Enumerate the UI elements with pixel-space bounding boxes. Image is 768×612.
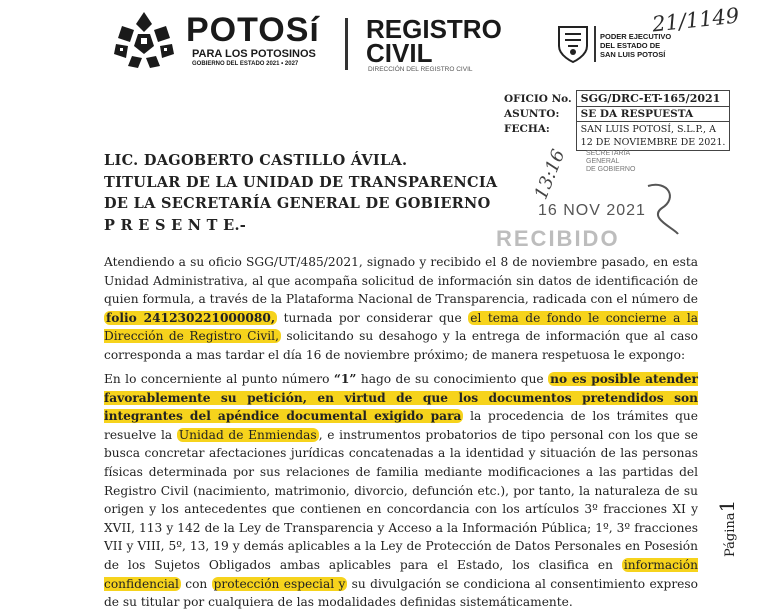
stamp-department (586, 150, 635, 174)
stamp-handwritten-time: 13:16 (530, 146, 570, 203)
body-paragraph-2 (104, 370, 698, 612)
fecha-line-2: 12 DE NOVIEMBRE DE 2021. (580, 137, 726, 148)
addressee-name: LIC. DAGOBERTO CASTILLO ÁVILA. (104, 152, 408, 169)
stamp-line-secretaria: SECRETARÍA (586, 150, 631, 157)
potosi-emblem-icon (108, 10, 180, 70)
page-number-label (712, 470, 742, 570)
p1-text-2: turnada por considerar que (277, 310, 469, 325)
page-word: Página (723, 512, 738, 557)
p1-highlight-folio: folio 241230221000080, (106, 310, 276, 325)
potosi-subtitle: PARA LOS POTOSINOS (192, 48, 316, 60)
poder-line-2: DEL ESTADO DE (600, 41, 661, 50)
p1-text-1: Atendiendo a su oficio SGG/UT/485/2021, signado y recibido el 8 de noviembre pasado, en esta Unidad Administrativa, al que acompaña solicitud de información sin datos de identificación de quien formula, a través de la Plataforma Nacional de Transparencia, radicada con el número de (104, 255, 698, 307)
registro-subtitle: DIRECCIÓN DEL REGISTRO CIVIL (368, 66, 473, 73)
registro-title-line1: REGISTRO (366, 14, 502, 44)
p2-point-number: “1” (333, 372, 357, 386)
p2-text-1: En lo concerniente al punto número (104, 372, 334, 386)
header-divider (345, 18, 348, 70)
p2-text-3: la procedencia de los trámites que resuelve la (104, 409, 698, 442)
page-number: 1 (715, 499, 739, 513)
addressee-presente: P R E S E N T E.- (104, 216, 247, 234)
asunto-label: ASUNTO: (504, 108, 560, 120)
addressee-block (104, 150, 497, 236)
p2-text-4: , e instrumentos probatorios de tipo personal con los que se busca concretar afectaciones jurídicas concatenadas a la identidad y situación de las personas físicas determinada por sus relaciones de familia mediante modificaciones a las partidas del Registro Civil (nacimiento, matrimonio, divorcio, defunción etc.), por tanto, la naturaleza de su origen y los antecedentes que contienen en concordancia con los artículos 3º fracciones XI y XVII, 113 y 142 de la Ley de Transparencia y Acceso a la Información Pública; 1º, 3º fracciones VII y VIII, 5º, 13, 19 y demás aplicables a la Ley de Protección de Datos Personales en Posesión de los Sujetos Obligados ambas aplicables para el Estado, los clasifica en (104, 427, 698, 572)
p2-highlight-proteccion: protección especial y (213, 576, 346, 591)
body-paragraph-1 (104, 253, 698, 365)
state-seal-icon (556, 24, 590, 64)
stamp-line-general: GENERAL (586, 158, 620, 165)
stamp-date: 16 NOV 2021 (538, 202, 646, 219)
fecha-value (576, 122, 730, 151)
fecha-label: FECHA: (504, 122, 550, 135)
oficio-value: SGG/DRC-ET-165/2021 (576, 91, 730, 107)
asunto-value: SE DA RESPUESTA (576, 107, 730, 122)
potosi-government-line: GOBIERNO DEL ESTADO 2021 • 2027 (192, 61, 299, 67)
p2-highlight-petition: no es posible atender favorablemente su petición, en virtud de que los documentos pretendidos son integrantes del apéndice documental exigido para (104, 372, 698, 424)
poder-line-1: PODER EJECUTIVO (600, 32, 672, 41)
p2-text-2: hago de su conocimiento que (356, 372, 549, 386)
receipt-stamp (488, 146, 688, 251)
p1-highlight-tema: el tema de fondo le concierne a la Dirección de Registro Civil, (104, 310, 698, 344)
addressee-title: TITULAR DE LA UNIDAD DE TRANSPARENCIA (104, 173, 498, 191)
p2-highlight-enmiendas: Unidad de Enmiendas (178, 427, 317, 442)
header-divider-2 (594, 26, 596, 62)
p2-highlight-confidencial: información confidencial (104, 557, 698, 591)
stamp-recibido: RECIBIDO (496, 226, 620, 251)
fecha-line-1: SAN LUIS POTOSÍ, S.L.P., A (580, 124, 716, 135)
stamp-line-gobierno: DE GOBIERNO (586, 166, 636, 173)
p2-text-6: su divulgación se condiciona al consentimiento expreso de su titular por cualquiera de las modalidades definidas sistemáticamente. (104, 576, 698, 610)
p1-text-3: solicitando su desahogo y la entrega de información que al caso corresponda a mas tardar el día 16 de noviembre próximo; de manera respetuosa le expongo: (104, 329, 698, 362)
p2-text-5: con (180, 576, 212, 591)
document-meta-table (500, 90, 730, 151)
poder-line-3: SAN LUIS POTOSÍ (600, 50, 666, 59)
addressee-office: DE LA SECRETARÍA GENERAL DE GOBIERNO (104, 195, 491, 212)
poder-ejecutivo-label (600, 32, 671, 59)
registro-title-line2: CIVIL (366, 38, 433, 68)
stamp-signature-icon (638, 178, 684, 238)
handwritten-reference: 21/1149 (650, 3, 741, 37)
potosi-title: POTOSí (186, 11, 320, 49)
oficio-label: OFICIO No. (504, 92, 572, 105)
